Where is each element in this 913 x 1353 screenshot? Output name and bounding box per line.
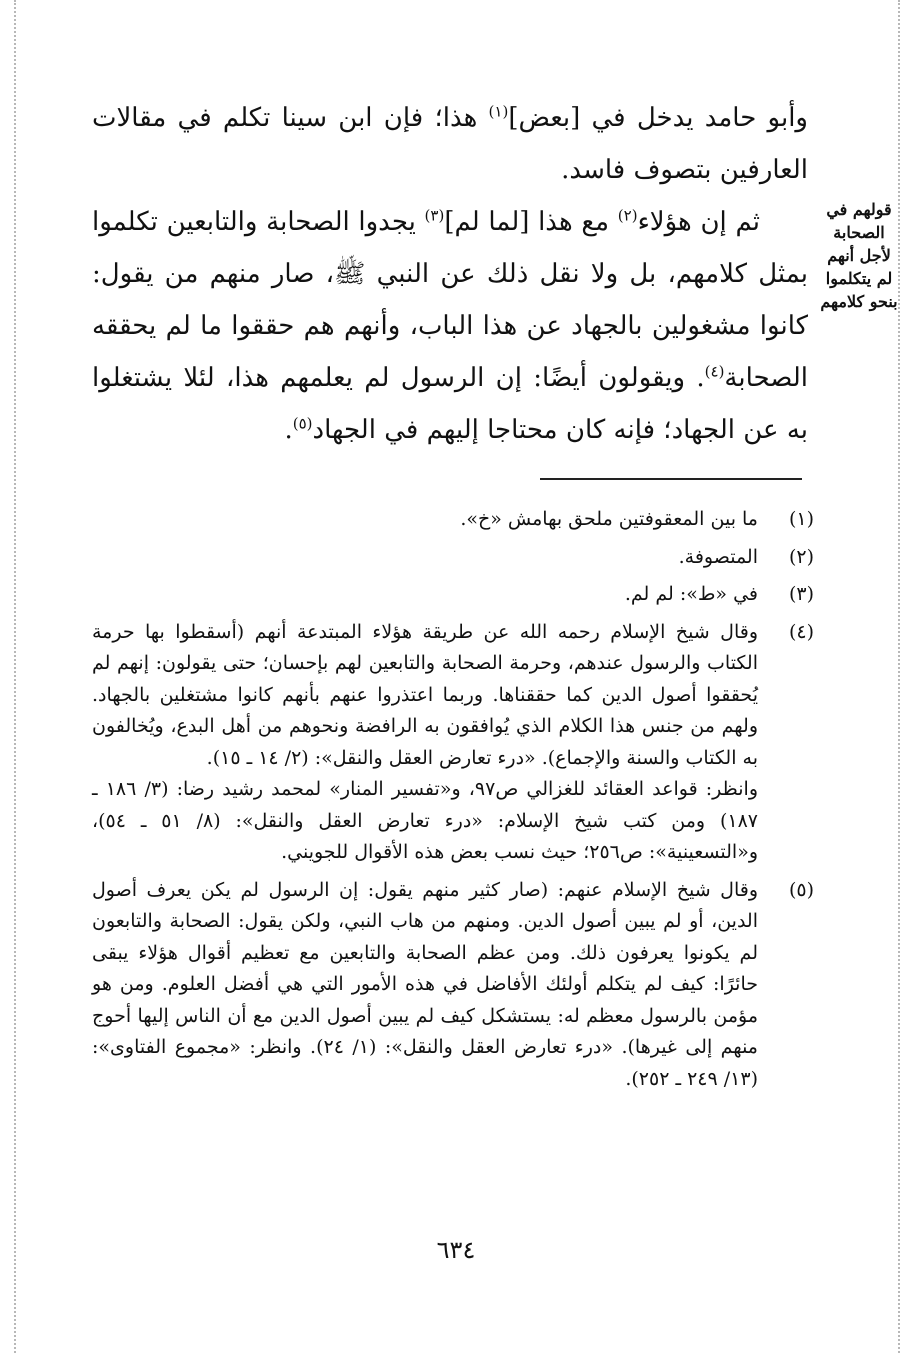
footnote-text: وقال شيخ الإسلام عنهم: (صار كثير منهم يقول: إن الرسول لم يكن يعرف أصول الدين، أو لم يبين أصول الدين. ومنهم من هاب النبي، ولكن يقول: الصحابة والتابعون لم يكونوا يعرفون ذلك. ومن عظم الصحابة والتابعين مع تعظيم أقوال هؤلاء يبقى حائرًا: كيف لم يتكلم أولئك الأفاضل في هذه الأمور التي هي أفضل العلوم. ومن هو مؤمن بالرسول معظم له: يستشكل كيف لم يبين أصول الدين مع أن الناس إليها أحوج منهم إلى غيرها). «درء تعارض العقل والنقل»: (١/ ٢٤). وانظر: «مجموع الفتاوى»: (١٣/ ٢٤٩ ـ ٢٥٢). bbox=[92, 878, 758, 1090]
page-number: ٦٣٤ bbox=[436, 1236, 476, 1264]
paragraph-2-text-a: ثم إن هؤلاء bbox=[637, 207, 760, 237]
footnote-text: وقال شيخ الإسلام رحمه الله عن طريقة هؤلاء المبتدعة أنهم (أسقطوا بها حرمة الكتاب والرسول عندهم، وحرمة الصحابة والتابعين لهم بإحسان؛ حتى يقولون: إنهم لم يُحققوا أصول الدين كما حققناها. وربما اعتذروا عنهم بأنهم كانوا مشتغلين بالجهاد. ولهم من جنس هذا الكلام الذي يُوافقون به الرافضة ونحوهم من أهل البدع، ويُخالفون به الكتاب والسنة والإجماع). «درء تعارض العقل والنقل»: (٢/ ١٤ ـ ١٥). bbox=[92, 620, 758, 769]
scan-edge-dots-right bbox=[898, 0, 900, 1353]
footnote-separator bbox=[540, 478, 802, 480]
paragraph-1 bbox=[92, 92, 808, 196]
footnote-ref-4[interactable]: (٤) bbox=[704, 362, 725, 381]
footnote-4 bbox=[92, 617, 814, 869]
footnote-text: في «ط»: لم لم. bbox=[624, 583, 758, 605]
footnotes bbox=[92, 504, 814, 1101]
paragraph-2-text-e: . bbox=[284, 415, 293, 445]
footnote-3 bbox=[92, 579, 814, 611]
paragraph-1-text-b: هذا؛ فإن ابن سينا تكلم في مقالات العارفين بتصوف فاسد. bbox=[92, 103, 808, 185]
footnote-number: (٢) bbox=[788, 545, 814, 568]
footnote-5 bbox=[92, 875, 814, 1096]
scan-edge-dots-left bbox=[14, 0, 16, 1353]
footnote-ref-3[interactable]: (٣) bbox=[424, 206, 445, 225]
footnote-ref-1[interactable]: (١) bbox=[488, 102, 509, 121]
footnote-2 bbox=[92, 542, 814, 574]
footnote-text: المتصوفة. bbox=[678, 545, 758, 568]
paragraph-2 bbox=[92, 196, 808, 456]
footnote-1 bbox=[92, 504, 814, 536]
footnote-number: (٣) bbox=[788, 583, 814, 605]
paragraph-2-text-b: مع هذا [لما لم] bbox=[444, 207, 618, 237]
paragraph-2-text-c: يجدوا الصحابة والتابعين تكلموا بمثل كلامهم، بل ولا نقل ذلك عن النبي ﷺ، صار منهم من يقول: كانوا مشغولين بالجهاد عن هذا الباب، وأنهم هم حققوا ما لم يحققه الصحابة bbox=[92, 207, 808, 393]
footnote-ref-2[interactable]: (٢) bbox=[617, 206, 638, 225]
main-text bbox=[92, 92, 808, 456]
footnote-number: (٤) bbox=[788, 620, 814, 643]
footnote-ref-5[interactable]: (٥) bbox=[292, 414, 313, 433]
footnote-number: (١) bbox=[788, 508, 814, 530]
footnote-text: ما بين المعقوفتين ملحق بهامش «خ». bbox=[460, 508, 758, 530]
footnote-text-continued: وانظر: قواعد العقائد للغزالي ص٩٧، و«تفسير المنار» لمحمد رشيد رضا: (٣/ ١٨٦ ـ ١٨٧) ومن كتب شيخ الإسلام: «درء تعارض العقل والنقل»: (٨/ ٥١ ـ ٥٤)، و«التسعينية»: ص٢٥٦؛ حيث نسب بعض هذه الأقوال للجويني. bbox=[92, 778, 758, 863]
footnote-number: (٥) bbox=[788, 878, 814, 901]
paragraph-1-text-a: وأبو حامد يدخل في [بعض] bbox=[508, 103, 808, 133]
margin-note: قولهم في الصحابة لأجل أنهم لم يتكلموا بنحو كلامهم bbox=[820, 200, 898, 311]
paragraph-2-text-d: . ويقولون أيضًا: إن الرسول لم يعلمهم هذا، لئلا يشتغلوا به عن الجهاد؛ فإنه كان محتاجا إليهم في الجهاد bbox=[92, 363, 808, 445]
